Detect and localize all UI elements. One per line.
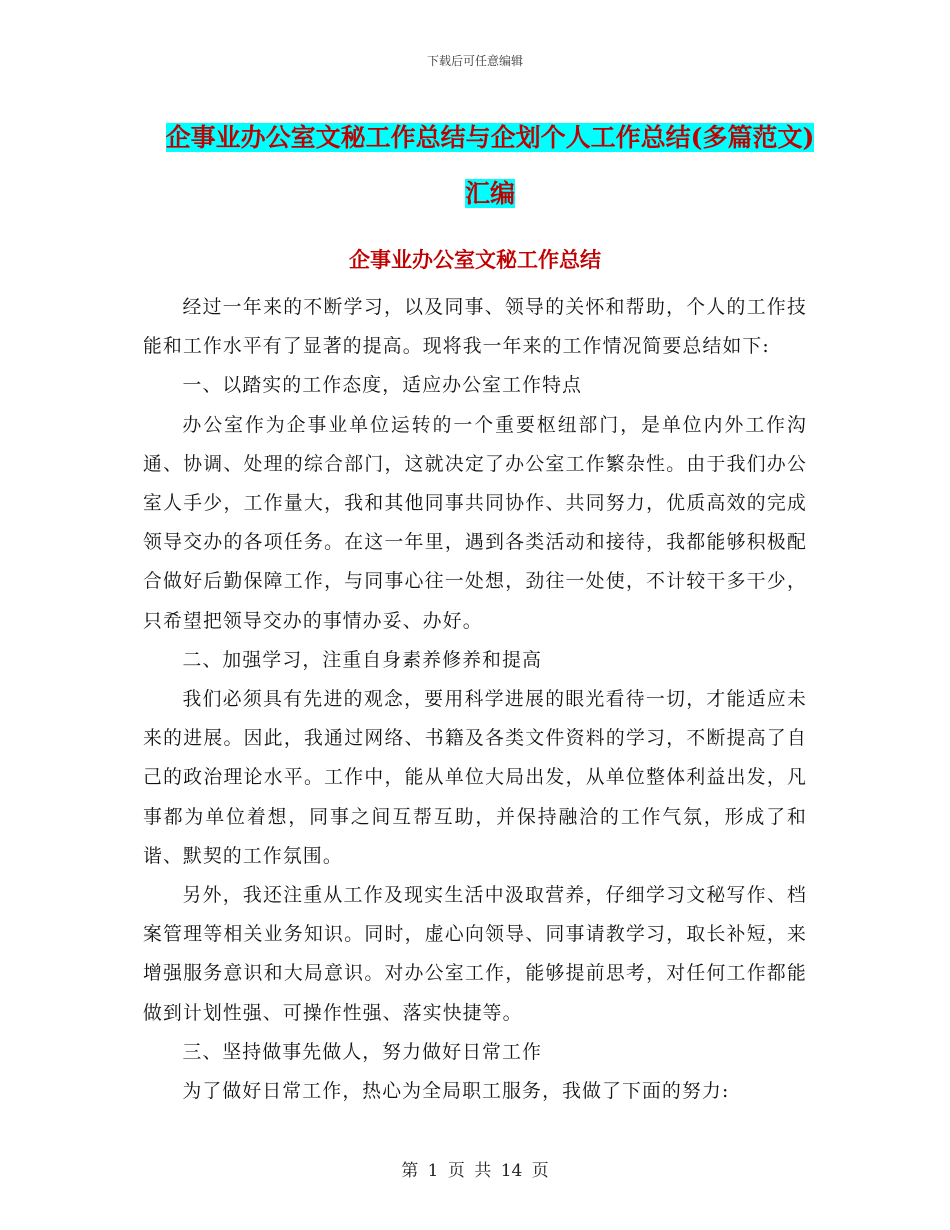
document-title-text: 企事业办公室文秘工作总结与企划个人工作总结(多篇范文)汇编 [165, 123, 815, 208]
section-title: 企事业办公室文秘工作总结 [349, 247, 601, 272]
paragraph: 办公室作为企事业单位运转的一个重要枢纽部门，是单位内外工作沟通、协调、处理的综合部门，这就决定了办公室工作繁杂性。由于我们办公室人手少，工作量大，我和其他同事共同协作、共同努力，优质高效的完成领导交办的各项任务。在这一年里，遇到各类活动和接待，我都能够积极配合做好后勤保障工作，与同事心往一处想，劲往一处使，不计较干多干少，只希望把领导交办的事情办妥、办好。 [143, 414, 807, 632]
document-body [143, 288, 807, 1111]
page-header-note: 下载后可任意编辑 [426, 54, 523, 68]
paragraph-heading: 二、加强学习，注重自身素养修养和提高 [182, 649, 543, 671]
paragraph: 为了做好日常工作，热心为全局职工服务，我做了下面的努力: [182, 1081, 730, 1103]
paragraph-heading: 三、坚持做事先做人，努力做好日常工作 [182, 1041, 543, 1063]
paragraph: 经过一年来的不断学习，以及同事、领导的关怀和帮助，个人的工作技能和工作水平有了显著的提高。现将我一年来的工作情况简要总结如下: [143, 297, 807, 358]
paragraph-heading: 一、以踏实的工作态度，适应办公室工作特点 [182, 375, 583, 397]
paragraph: 另外，我还注重从工作及现实生活中汲取营养，仔细学习文秘写作、档案管理等相关业务知识。同时，虚心向领导、同事请教学习，取长补短，来增强服务意识和大局意识。对办公室工作，能够提前思考，对任何工作都能做到计划性强、可操作性强、落实快捷等。 [143, 885, 807, 1024]
paragraph: 我们必须具有先进的观念，要用科学进展的眼光看待一切，才能适应未来的进展。因此，我通过网络、书籍及各类文件资料的学习，不断提高了自己的政治理论水平。工作中，能从单位大局出发，从单位整体利益出发，凡事都为单位着想，同事之间互帮互助，并保持融洽的工作气氛，形成了和谐、默契的工作氛围。 [143, 689, 807, 867]
page-number: 第 1 页 共 14 页 [401, 1161, 549, 1181]
document-title [160, 110, 820, 222]
